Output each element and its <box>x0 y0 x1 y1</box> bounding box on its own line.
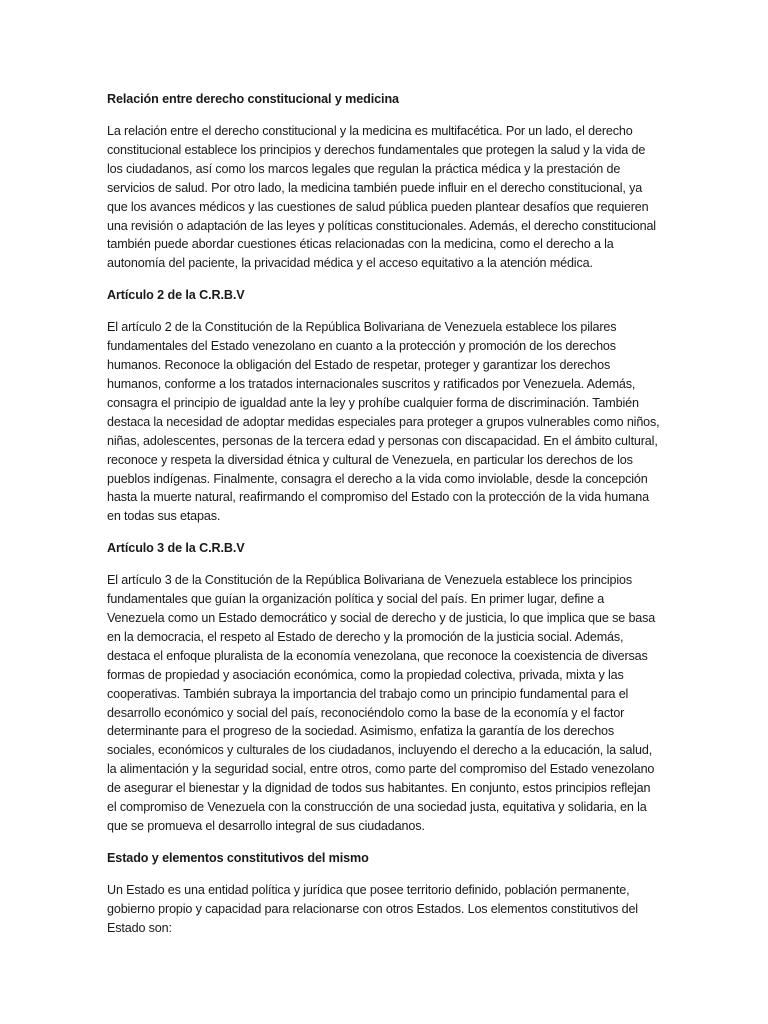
section-heading-articulo-2: Artículo 2 de la C.R.B.V <box>107 288 245 303</box>
section-paragraph-articulo-3: El artículo 3 de la Constitución de la República Bolivariana de Venezuela establece los principios fundamentales que guían la organización política y social del país. En primer lugar, define a Venezuela como un Estado democrático y social de derecho y de justicia, lo que implica que se basa en la democracia, el respeto al Estado de derecho y la promoción de la justicia social. Además, destaca el enfoque pluralista de la economía venezolana, que reconoce la coexistencia de diversas formas de propiedad y asociación económica, como la propiedad colectiva, privada, mixta y las cooperativas. También subraya la importancia del trabajo como un principio fundamental para el desarrollo económico y social del país, reconociéndolo como la base de la economía y el factor determinante para el progreso de la sociedad. Asimismo, enfatiza la garantía de los derechos sociales, económicos y culturales de los ciudadanos, incluyendo el derecho a la educación, la salud, la alimentación y la seguridad social, entre otros, como parte del compromiso del Estado venezolano de asegurar el bienestar y la dignidad de todos sus habitantes. En conjunto, estos principios reflejan el compromiso de Venezuela con la construcción de una sociedad justa, equitativa y solidaria, en la que se promueva el desarrollo integral de sus ciudadanos. <box>107 573 656 833</box>
section-heading-estado: Estado y elementos constitutivos del mismo <box>107 850 369 865</box>
section-heading-medicina: Relación entre derecho constitucional y medicina <box>107 92 399 106</box>
section-paragraph-articulo-2: El artículo 2 de la Constitución de la República Bolivariana de Venezuela establece los pilares fundamentales del Estado venezolano en cuanto a la protección y promoción de los derechos humanos. Reconoce la obligación del Estado de respetar, proteger y garantizar los derechos humanos, conforme a los tratados internacionales suscritos y ratificados por Venezuela. Además, consagra el principio de igualdad ante la ley y prohíbe cualquier forma de discriminación. También destaca la necesidad de adoptar medidas especiales para proteger a grupos vulnerables como niños, niñas, adolescentes, personas de la tercera edad y personas con discapacidad. En el ámbito cultural, reconoce y respeta la diversidad étnica y cultural de Venezuela, en particular los derechos de los pueblos indígenas. Finalmente, consagra el derecho a la vida como inviolable, desde la concepción hasta la muerte natural, reafirmando el compromiso del Estado con la protección de la vida humana en todas sus etapas. <box>107 320 660 524</box>
document-body <box>107 90 663 951</box>
section-paragraph-estado: Un Estado es una entidad política y jurídica que posee territorio definido, población permanente, gobierno propio y capacidad para relacionarse con otros Estados. Los elementos constitutivos del Estado son: <box>107 882 638 935</box>
section-heading-articulo-3: Artículo 3 de la C.R.B.V <box>107 541 245 556</box>
section-paragraph-medicina: La relación entre el derecho constitucional y la medicina es multifacética. Por un lado, el derecho constitucional establece los principios y derechos fundamentales que protegen la salud y la vida de los ciudadanos, así como los marcos legales que regulan la práctica médica y la prestación de servicios de salud. Por otro lado, la medicina también puede influir en el derecho constitucional, ya que los avances médicos y las cuestiones de salud pública pueden plantear desafíos que requieren una revisión o adaptación de las leyes y políticas constitucionales. Además, el derecho constitucional también puede abordar cuestiones éticas relacionadas con la medicina, como el derecho a la autonomía del paciente, la privacidad médica y el acceso equitativo a la atención médica. <box>107 124 656 271</box>
